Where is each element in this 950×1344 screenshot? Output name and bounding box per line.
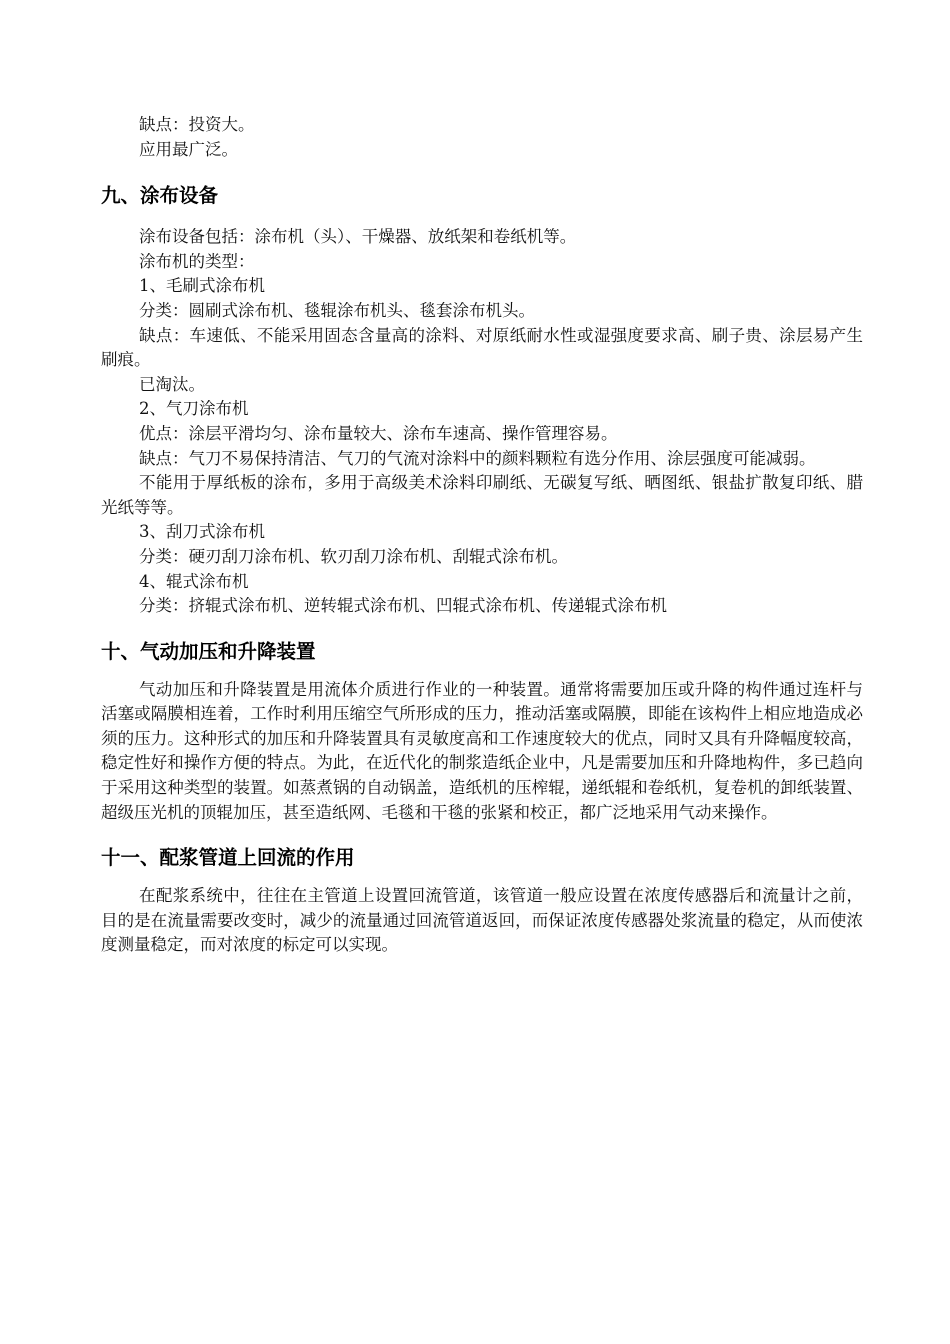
paragraph-air-knife-disadvantages: 缺点：气刀不易保持清洁、气刀的气流对涂料中的颜料颗粒有选分作用、涂层强度可能减弱。 — [139, 448, 816, 468]
heading-section-9: 九、涂布设备 — [101, 184, 219, 208]
paragraph-air-knife-title: 2、气刀涂布机 — [139, 399, 249, 419]
paragraph-air-knife-advantages: 优点：涂层平滑均匀、涂布量较大、涂布车速高、操作管理容易。 — [139, 423, 618, 443]
paragraph-most-widely-used: 应用最广泛。 — [139, 139, 238, 159]
paragraph-blade-coater-classes: 分类：硬刃刮刀涂布机、软刃刮刀涂布机、刮辊式涂布机。 — [139, 546, 568, 566]
paragraph-roll-coater-classes: 分类：挤辊式涂布机、逆转辊式涂布机、凹辊式涂布机、传递辊式涂布机 — [139, 596, 667, 616]
paragraph-brush-coater-disadvantages: 缺点：车速低、不能采用固态含量高的涂料、对原纸耐水性或湿强度要求高、刷子贵、涂层易产生刷痕。 — [101, 325, 863, 370]
paragraph-return-flow: 在配浆系统中，往往在主管道上设置回流管道，该管道一般应设置在浓度传感器后和流量计之前，目的是在流量需要改变时，减少的流量通过回流管道返回，而保证浓度传感器处浆流量的稳定，从而使浓度测量稳定，而对浓度的标定可以实现。 — [101, 886, 863, 955]
paragraph-coating-equipment-includes: 涂布设备包括：涂布机（头）、干燥器、放纸架和卷纸机等。 — [139, 227, 577, 247]
paragraph-disadvantage-investment: 缺点：投资大。 — [139, 115, 255, 134]
paragraph-coater-types: 涂布机的类型： — [139, 251, 255, 271]
paragraph-brush-coater-classes: 分类：圆刷式涂布机、毯辊涂布机头、毯套涂布机头。 — [139, 300, 535, 320]
paragraph-brush-coater-obsolete: 已淘汰。 — [139, 374, 205, 394]
paragraph-pneumatic-device: 气动加压和升降装置是用流体介质进行作业的一种装置。通常将需要加压或升降的构件通过连杆与活塞或隔膜相连着，工作时利用压缩空气所形成的压力，推动活塞或隔膜，即能在该构件上相应地造成必须的压力。这种形式的加压和升降装置具有灵敏度高和工作速度较大的优点，同时又具有升降幅度较高，稳定性好和操作方便的特点。为此，在近代化的制浆造纸企业中，凡是需要加压和升降地构件，多已趋向于采用这种类型的装置。如蒸煮锅的自动锅盖，造纸机的压榨辊，递纸辊和卷纸机，复卷机的卸纸装置、超级压光机的顶辊加压，甚至造纸网、毛毯和干毯的张紧和校正，都广泛地采用气动来操作。 — [101, 679, 863, 822]
paragraph-brush-coater-title: 1、毛刷式涂布机 — [139, 276, 265, 296]
heading-section-10: 十、气动加压和升降装置 — [101, 639, 316, 663]
paragraph-blade-coater-title: 3、刮刀式涂布机 — [139, 522, 265, 542]
paragraph-air-knife-usage: 不能用于厚纸板的涂布，多用于高级美术涂料印刷纸、无碳复写纸、晒图纸、银盐扩散复印纸、腊光纸等等。 — [101, 473, 863, 517]
document-body — [101, 113, 863, 958]
paragraph-roll-coater-title: 4、辊式涂布机 — [139, 571, 249, 591]
heading-section-11: 十一、配浆管道上回流的作用 — [101, 846, 355, 870]
